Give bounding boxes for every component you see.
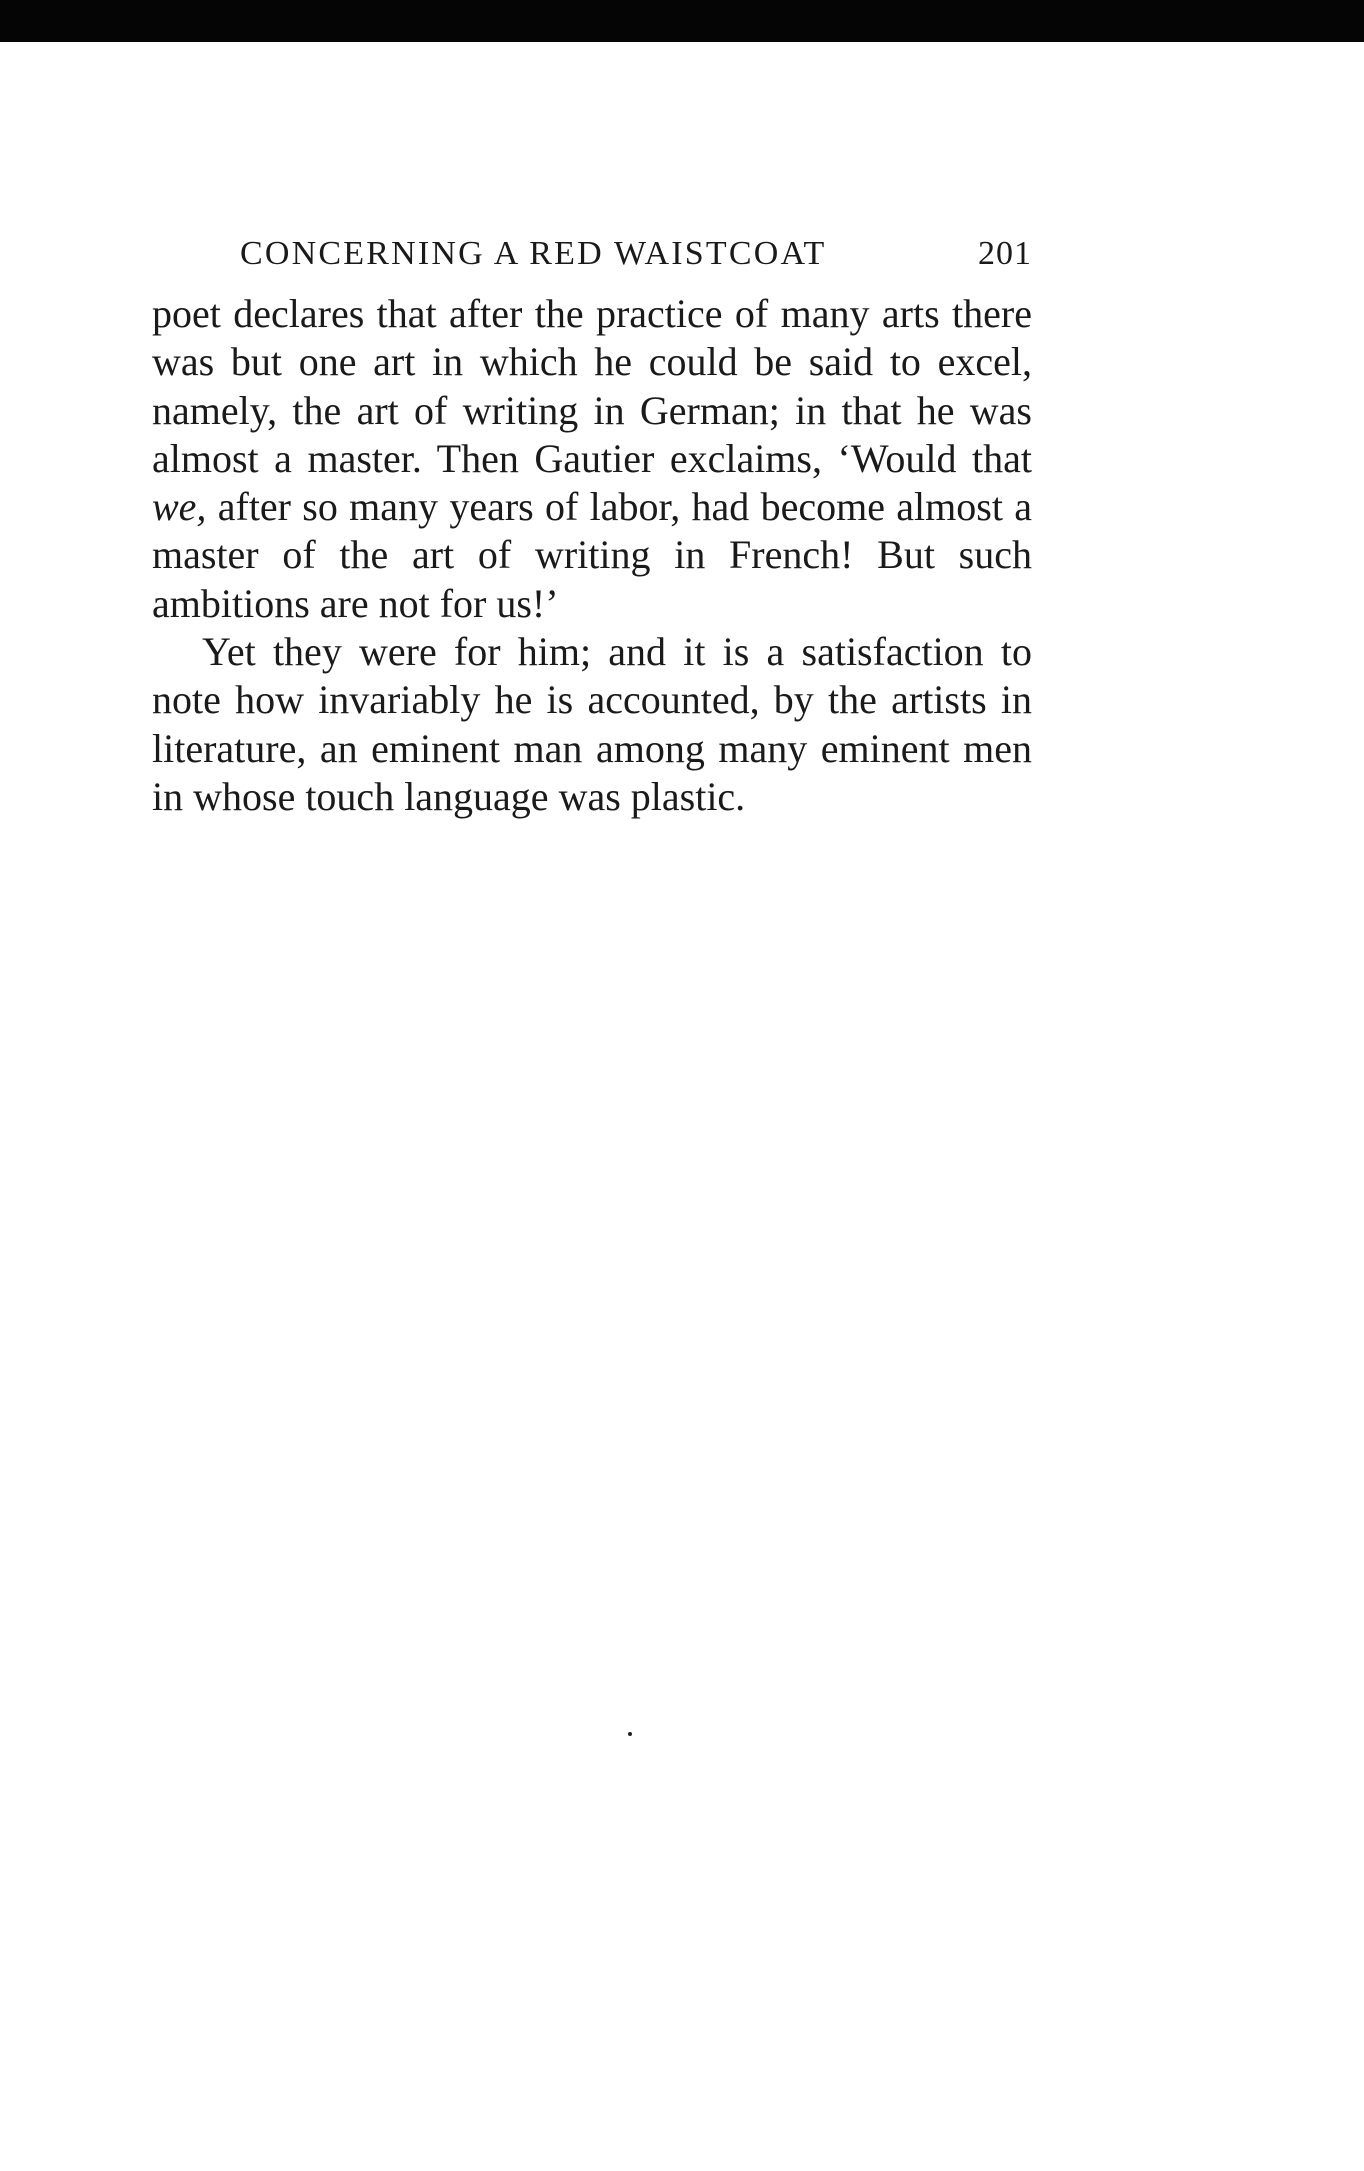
scan-speck [628, 1732, 632, 1736]
paragraph-1 [152, 290, 1032, 628]
paragraph-1-text-start: poet declares that after the practice of many arts there was but one art in which he could be said to excel, namely, the art of writing in German; in that he was almost a master. Then Gautier exclaims, ‘Would that [152, 291, 1032, 481]
paragraph-2: Yet they were for him; and it is a satisfaction to note how invariably he is accounted, by the artists in literature, an eminent man among many eminent men in whose touch language was plastic. [152, 629, 1032, 819]
paragraph-1-text-end: after so many years of labor, had become almost a master of the art of writing in French! But such ambitions are not for us!’ [152, 484, 1032, 626]
paragraph-1-italic-word: we, [152, 484, 207, 530]
scan-top-edge [0, 0, 1364, 42]
running-head [240, 230, 1032, 282]
book-page [152, 230, 1032, 821]
body-text [152, 290, 1032, 821]
running-head-title: CONCERNING A RED WAISTCOAT [240, 235, 827, 272]
page-number: 201 [978, 235, 1032, 272]
